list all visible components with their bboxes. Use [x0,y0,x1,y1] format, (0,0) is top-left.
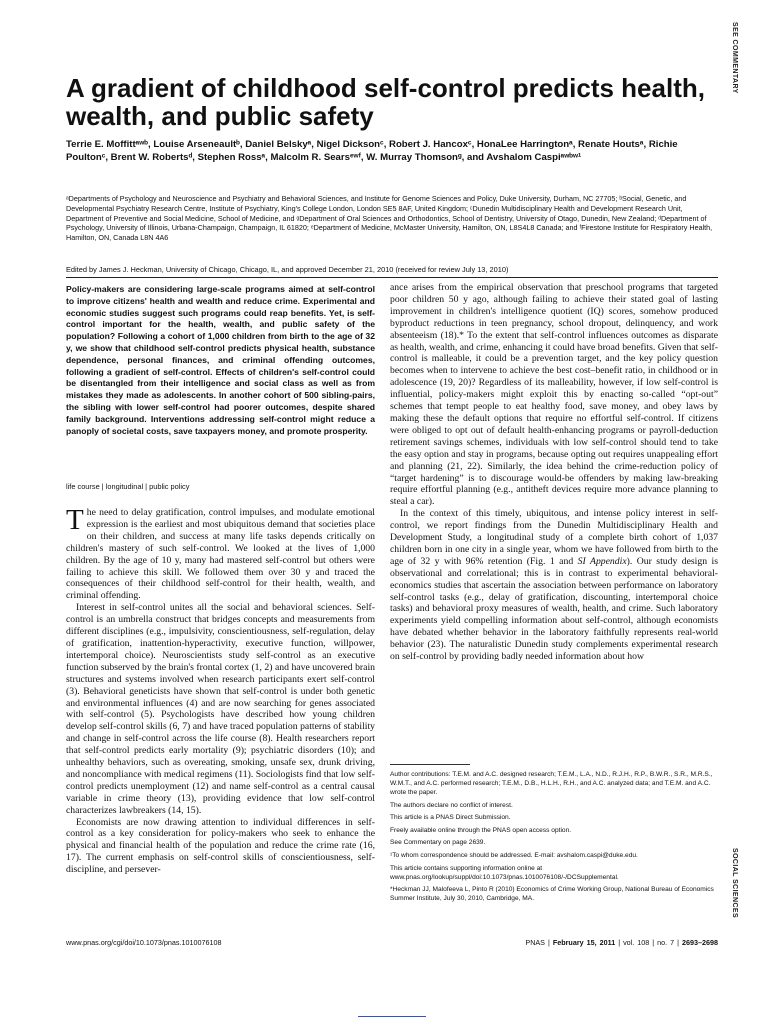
section-label: SOCIAL SCIENCES [731,848,738,919]
body-paragraph-5 [390,508,718,663]
page-range: 2693–2698 [682,938,718,947]
publication-date: February 15, 2011 [552,938,616,947]
paragraph-text: he need to delay gratification, control impulses, and modulate emotional expression is the earliest and most ubiquitous demand that societies place on their children, and success at many life tasks depends critically on children's mastery of such self-control. We looked at the lives of 1,000 children. By the age of 10 y, many had mastered self-control but others were failing to achieve this skill. We followed them over 30 y and traced the consequences of their childhood self-control for their health, wealth, and criminal offending. [66,507,375,602]
footnotes [390,770,718,907]
paragraph-text: ). Our study design is observational and correlational; this is in contrast to experimental behavioral-economics studies that ascertain the association between performance on laboratory self-control tasks (e.g., delay of gratification, discounting, intertemporal choice tasks) and behavioral proxy measures of wealth, health, and crime. Such laboratory experiments yield compelling information about self-control, although economists have debated whether behavior in the laboratory faithfully represents real-world behavior (23). The naturalistic Dunedin study complements experimental research on self-control by providing badly needed information about how [390,555,718,663]
page-link-underline [358,1016,426,1017]
author-affiliations: ᵃDepartments of Psychology and Neuroscience and Psychiatry and Behavioral Sciences, and Institute for Genome Sciences and Policy, Duke University, Durham, NC 27705; ᵇSocial, Genetic, and Developmental Psychiatry Research Centre, Institute of Psychiatry, King's College London, London SE5 8AF, United Kingdom; ᶜDunedin Multidisciplinary Health and Development Research Unit, Department of Preventive and Social Medicine, School of Medicine, and ᵍDepartment of Oral Sciences and Orthodontics, School of Dentistry, University of Otago, Dunedin, New Zealand; ᵈDepartment of Psychology, University of Illinois, Urbana-Champaign, Champaign, IL 61820; ᵉDepartment of Medicine, McMaster University, Hamilton, ON, L8S4L8 Canada; and ᶠFirestone Institute for Respiratory Health, Hamilton, ON, Canada L8N 4A6 [66,194,713,243]
footnote-author-contributions: Author contributions: T.E.M. and A.C. designed research; T.E.M., L.A., N.D., R.J.H., R.P., B.W.R., S.R., M.R.S., W.M.T., and A.C. performed research; T.E.M., D.B., H.L.H., R.H., and A.C. analyzed data; and T.E.M. and A.C. wrote the paper. [390,771,713,796]
body-paragraph-4: ance arises from the empirical observation that preschool programs that targeted poor children 50 y ago, although failing to achieve their stated goal of lasting improvement in children's intelligence quotient (IQ) scores, somehow produced byproduct reductions in teen pregnancy, school dropout, delinquency, and work absenteeism (18).* To the extent that self-control influences outcomes as disparate as health, wealth, and crime, enhancing it could have broad benefits. Given that self-control is malleable, it could be a prevention target, and the key policy question becomes when to intervene to achieve the best cost–benefit ratio, in childhood or in adolescence (19, 20)? Regardless of its malleability, however, if low self-control is influential, policy-makers might exploit this by enacting so-called “opt-out” schemes that tempt people to eat healthy food, save money, and obey laws by making these the default options that require no effortful self-control. If citizens were obliged to opt out of default health-enhancing programs or payroll-deduction retirement savings schemes, individuals with low self-control should tend to take the easy option and stay in programs, because opting out requires unappealing effort and planning (21, 22). Similarly, the idea behind the crime-reduction policy of “target hardening” is to discourage would-be offenders by making law-breaking require effortful planning (e.g., antitheft devices require more advance planning to steal a car). [390,282,718,508]
body-paragraph-1 [66,507,375,602]
article-title: A gradient of childhood self-control predicts health, wealth, and public safety [66,73,705,131]
citation-separator: | [547,938,550,947]
citation-separator: | [677,938,680,947]
footnote-heckman: *Heckman JJ, Malofeeva L, Pinto R (2010) Economics of Crime Working Group, National Bureau of Economics Summer Institute, July 30, 2010, Cambridge, MA. [390,886,714,903]
footnote-correspondence: ¹To whom correspondence should be addressed. E-mail: avshalom.caspi@duke.edu. [390,851,638,859]
body-column-left [66,507,375,927]
paragraph-text: In the context of this timely, ubiquitous, and intense policy interest in self-control, we report findings from the Dunedin Multidisciplinary Health and Development Study, a longitudinal study of a complete birth cohort of 1,037 children born in one city in a single year, whom we have followed from birth to the age of 32 y with 96% retention (Fig. 1 and [390,508,718,567]
header-divider [66,277,718,278]
volume: vol. 108 [623,938,650,947]
issue: no. 7 [657,938,675,947]
footnote-open-access: Freely available online through the PNAS open access option. [390,826,572,834]
doi-url[interactable]: www.pnas.org/cgi/doi/10.1073/pnas.1010076108 [66,938,222,947]
journal-name: PNAS [525,938,545,947]
citation-separator: | [652,938,655,947]
body-paragraph-3: Economists are now drawing attention to individual differences in self-control as a key consideration for policy-makers who seek to enhance the physical and financial health of the population and reduce the crime rate (16, 17). The current emphasis on self-control skills of conscientiousness, self-discipline, and persever- [66,816,375,876]
body-paragraph-2: Interest in self-control unites all the social and behavioral sciences. Self-control is an umbrella construct that bridges concepts and measurements from different disciplines (e.g., impulsivity, conscientiousness, self-regulation, delay of gratification, inattention-hyperactivity, executive function, willpower, intertemporal choice). Neuroscientists study self-control as an executive function subserved by the brain's frontal cortex (1, 2) and have uncovered brain structures and systems involved when research participants exert self-control (3). Behavioral geneticists have shown that self-control is under both genetic and environmental influences (4) and are now searching for genes associated with self-control (5). Psychologists have described how young children develop self-control skills (6, 7) and have traced population patterns of stability and change in self-control across the life course (8). Health researchers report that self-control predicts early mortality (9); psychiatric disorders (10); and unhealthy behaviors, such as overeating, smoking, unsafe sex, drunk driving, and noncompliance with medical regimens (11). Sociologists find that low self-control predicts unemployment (12) and name self-control as a central causal variable in crime theory (13), providing evidence that low self-control characterizes lawbreakers (14, 15). [66,602,375,816]
footnote-divider [390,764,470,765]
see-commentary-label: SEE COMMENTARY [731,22,738,94]
si-appendix-reference[interactable]: SI Appendix [577,555,627,567]
author-list: Terrie E. Moffittᵃʷᵇ, Louise Arseneaultᵇ, Daniel Belskyᵃ, Nigel Dicksonᶜ, Robert J. Hancoxᶜ, HonaLee Harringtonᵃ, Renate Houtsᵃ, Richie Poultonᶜ, Brent W. Robertsᵈ, Stephen Rossᵃ, Malcolm R. Searsᵉʷᶠ, W. Murray Thomsonᵍ, and Avshalom Caspiᵃʷᵇʷ¹ [66,139,678,163]
footnote-commentary: See Commentary on page 2639. [390,839,486,847]
abstract: Policy-makers are considering large-scale programs aimed at self-control to improve citizens' health and wealth and reduce crime. Experimental and economic studies suggest such programs could reap benefits. Yet, is self-control important for the health, wealth, and public safety of the population? Following a cohort of 1,000 children from birth to the age of 32 y, we show that childhood self-control predicts physical health, substance dependence, personal finances, and criminal offending outcomes, following a gradient of self-control. Effects of children's self-control could be disentangled from their intelligence and social class as well as from mistakes they made as adolescents. In another cohort of 500 sibling-pairs, the sibling with lower self-control had poorer outcomes, despite shared family background. Interventions addressing self-control might reduce a panoply of societal costs, save taxpayers money, and promote prosperity. [66,284,375,436]
body-column-right [390,282,718,762]
footnote-direct-submission: This article is a PNAS Direct Submission. [390,814,511,822]
edited-by-line: Edited by James J. Heckman, University of Chicago, Chicago, IL, and approved December 21, 2010 (received for review July 13, 2010) [66,265,509,274]
keywords: life course | longitudinal | public policy [66,482,190,491]
footnote-supporting-info: This article contains supporting information online at www.pnas.org/lookup/suppl/doi:10.1073/pnas.1010076108/-/DCSupplemental. [390,864,619,881]
drop-cap: T [66,507,84,536]
footnote-conflict: The authors declare no conflict of interest. [390,801,513,809]
journal-citation [452,938,718,947]
citation-separator: | [618,938,621,947]
